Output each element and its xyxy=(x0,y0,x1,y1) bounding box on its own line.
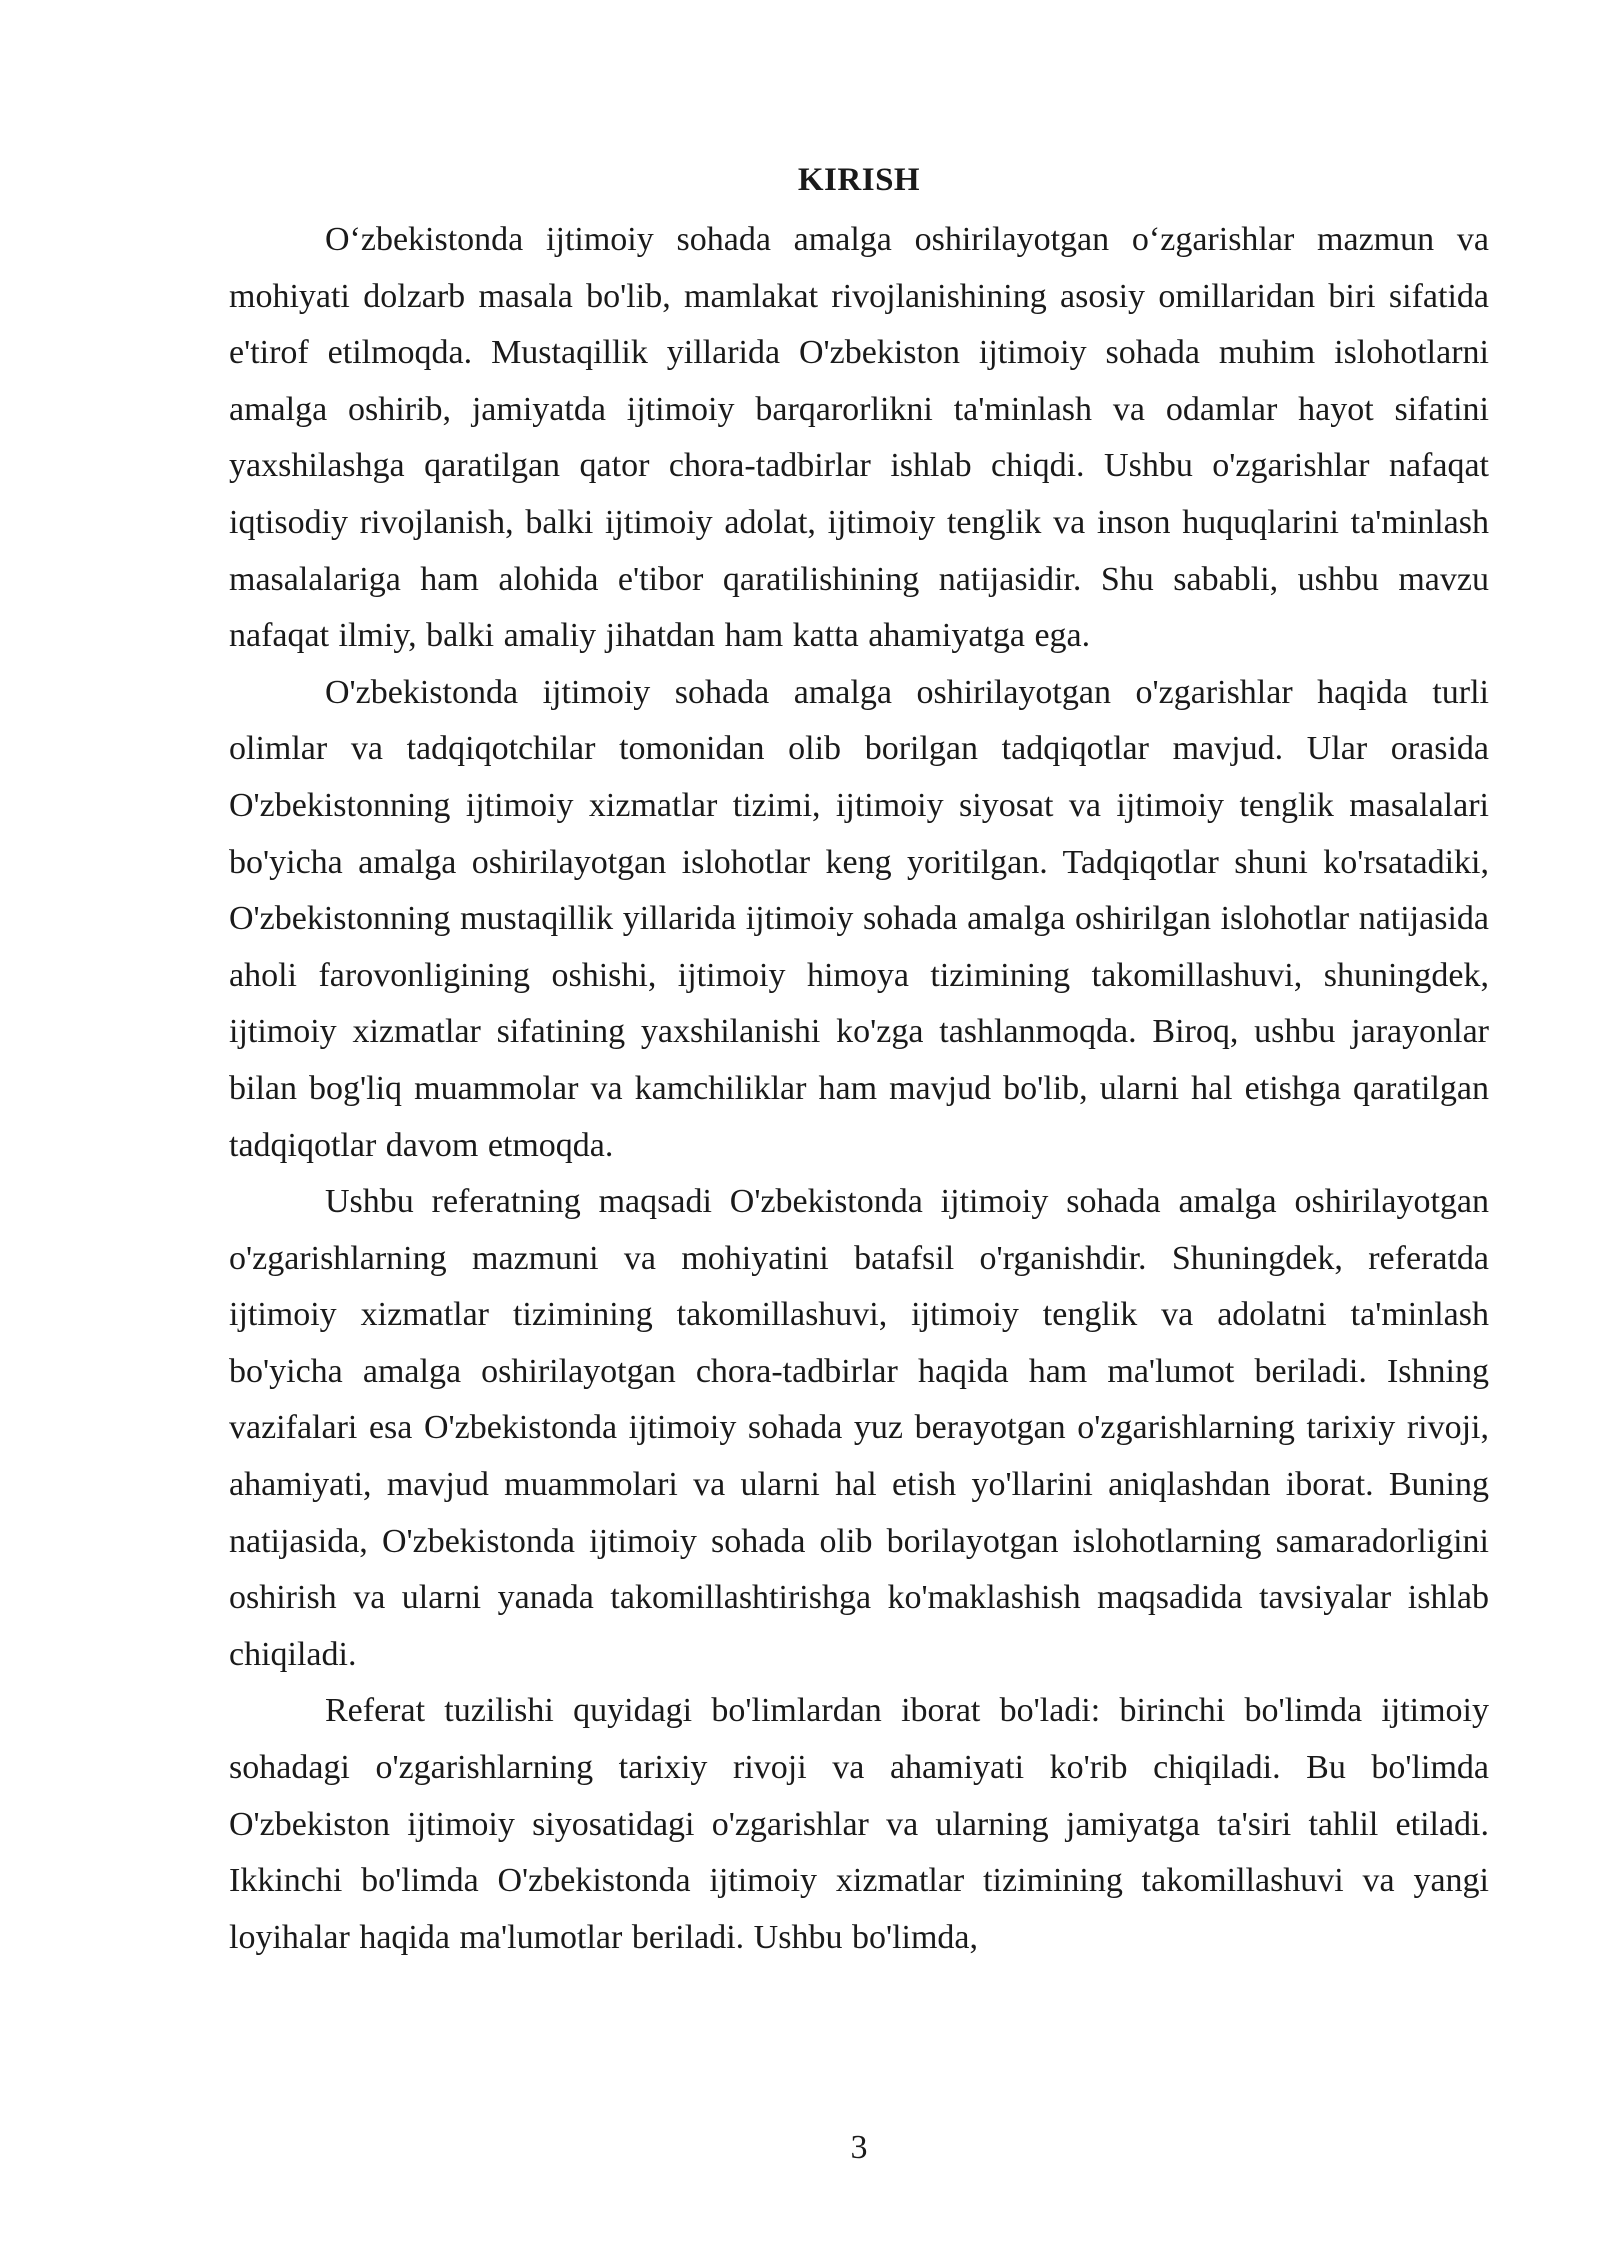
paragraph-4: Referat tuzilishi quyidagi bo'limlardan iborat bo'ladi: birinchi bo'limda ijtimoiy sohadagi o'zgarishlarning tarixiy rivoji va ahamiyati ko'rib chiqiladi. Bu bo'limda O'zbekiston ijtimoiy siyosatidagi o'zgarishlar va ularning jamiyatga ta'siri tahlil etiladi. Ikkinchi bo'limda O'zbekistonda ijtimoiy xizmatlar tizimining takomillashuvi va yangi loyihalar haqida ma'lumotlar beriladi. Ushbu bo'limda, xyxy=(229,1692,1489,1956)
page-content xyxy=(229,160,1489,1966)
paragraph-3: Ushbu referatning maqsadi O'zbekistonda ijtimoiy sohada amalga oshirilayotgan o'zgarishlarning mazmuni va mohiyatini batafsil o'rganishdir. Shuningdek, referatda ijtimoiy xizmatlar tizimining takomillashuvi, ijtimoiy tenglik va adolatni ta'minlash bo'yicha amalga oshirilayotgan chora-tadbirlar haqida ham ma'lumot beriladi. Ishning vazifalari esa O'zbekistonda ijtimoiy sohada yuz berayotgan o'zgarishlarning tarixiy rivoji, ahamiyati, mavjud muammolari va ularni hal etish yo'llarini aniqlashdan iborat. Buning natijasida, O'zbekistonda ijtimoiy sohada olib borilayotgan islohotlarning samaradorligini oshirish va ularni yanada takomillashtirishga ko'maklashish maqsadida tavsiyalar ishlab chiqiladi. xyxy=(229,1183,1489,1673)
section-title: KIRISH xyxy=(797,162,921,198)
paragraph-1: O‘zbekistonda ijtimoiy sohada amalga oshirilayotgan o‘zgarishlar mazmun va mohiyati dolzarb masala bo'lib, mamlakat rivojlanishining asosiy omillaridan biri sifatida e'tirof etilmoqda. Mustaqillik yillarida O'zbekiston ijtimoiy sohada muhim islohotlarni amalga oshirib, jamiyatda ijtimoiy barqarorlikni ta'minlash va odamlar hayot sifatini yaxshilashga qaratilgan qator chora-tadbirlar ishlab chiqdi. Ushbu o'zgarishlar nafaqat iqtisodiy rivojlanish, balki ijtimoiy adolat, ijtimoiy tenglik va inson huquqlarini ta'minlash masalalariga ham alohida e'tibor qaratilishining natijasidir. Shu sababli, ushbu mavzu nafaqat ilmiy, balki amaliy jihatdan ham katta ahamiyatga ega. xyxy=(229,221,1489,655)
paragraph-2: O'zbekistonda ijtimoiy sohada amalga oshirilayotgan o'zgarishlar haqida turli olimlar va tadqiqotchilar tomonidan olib borilgan tadqiqotlar mavjud. Ular orasida O'zbekistonning ijtimoiy xizmatlar tizimi, ijtimoiy siyosat va ijtimoiy tenglik masalalari bo'yicha amalga oshirilayotgan islohotlar keng yoritilgan. Tadqiqotlar shuni ko'rsatadiki, O'zbekistonning mustaqillik yillarida ijtimoiy sohada amalga oshirilgan islohotlar natijasida aholi farovonligining oshishi, ijtimoiy himoya tizimining takomillashuvi, shuningdek, ijtimoiy xizmatlar sifatining yaxshilanishi ko'zga tashlanmoqda. Biroq, ushbu jarayonlar bilan bog'liq muammolar va kamchiliklar ham mavjud bo'lib, ularni hal etishga qaratilgan tadqiqotlar davom etmoqda. xyxy=(229,673,1489,1164)
page-number: 3 xyxy=(850,2129,868,2166)
